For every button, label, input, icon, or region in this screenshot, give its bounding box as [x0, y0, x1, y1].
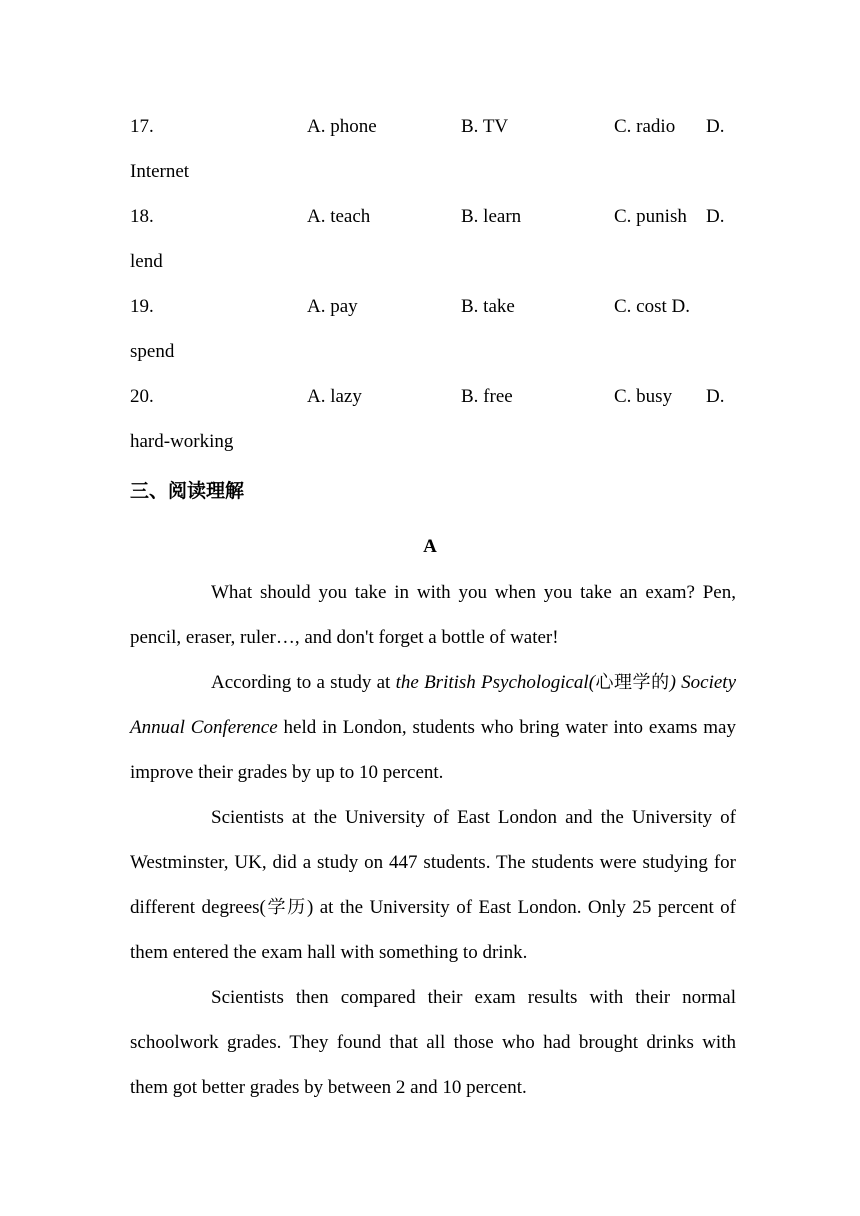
option-a: A. teach [307, 206, 371, 227]
option-d: D. [706, 206, 725, 227]
section-heading: 三、阅读理解 [130, 480, 245, 502]
paragraph-2 [130, 660, 736, 795]
option-d-text: spend [130, 341, 175, 362]
option-a: A. phone [307, 116, 377, 137]
option-d: D. [706, 116, 725, 137]
option-c: C. cost D. [614, 296, 690, 317]
option-a: A. lazy [307, 386, 362, 407]
paragraph-4: Scientists then compared their exam results with their normal schoolwork grades. They found that all those who had brought drinks with them got better grades by between 2 and 10 percent. [130, 987, 736, 1098]
option-b: B. take [461, 296, 515, 317]
option-c: C. punish [614, 206, 687, 227]
chinese-gloss: 学历 [265, 897, 307, 918]
paragraph-3-text-end: ) at the University of East London. Only 25 percent of them entered the exam hall with something to drink. [130, 897, 736, 963]
option-c: C. radio [614, 116, 676, 137]
option-d-text: hard-working [130, 431, 234, 452]
question-number: 18. [130, 206, 154, 227]
paragraph-3-text: Scientists at the University of East London and the University of Westminster, UK, did a study on 447 students. The students were studying for different degrees( [130, 807, 736, 918]
paragraph-2-text-end: held in London, students who bring water into exams may improve their grades by up to 10 percent. [130, 717, 736, 783]
option-b: B. learn [461, 206, 522, 227]
option-d-text: lend [130, 251, 163, 272]
paragraph-1: What should you take in with you when you take an exam? Pen, pencil, eraser, ruler…, and don't forget a bottle of water! [130, 582, 736, 648]
conference-name-part2: ) Society Annual Conference [130, 672, 737, 738]
option-a: A. pay [307, 296, 358, 317]
question-number: 19. [130, 296, 154, 317]
option-b: B. free [461, 386, 513, 407]
option-d: D. [706, 386, 725, 407]
option-c: C. busy [614, 386, 673, 407]
option-b: B. TV [461, 116, 509, 137]
question-number: 20. [130, 386, 154, 407]
chinese-gloss: 心理学的 [595, 672, 670, 693]
question-number: 17. [130, 116, 154, 137]
paragraph-3 [130, 795, 736, 975]
conference-name-part1: the British Psychological( [395, 672, 596, 693]
option-d-text: Internet [130, 161, 190, 182]
passage-title: A [423, 536, 437, 557]
paragraph-2-text: According to a study at [211, 672, 396, 693]
